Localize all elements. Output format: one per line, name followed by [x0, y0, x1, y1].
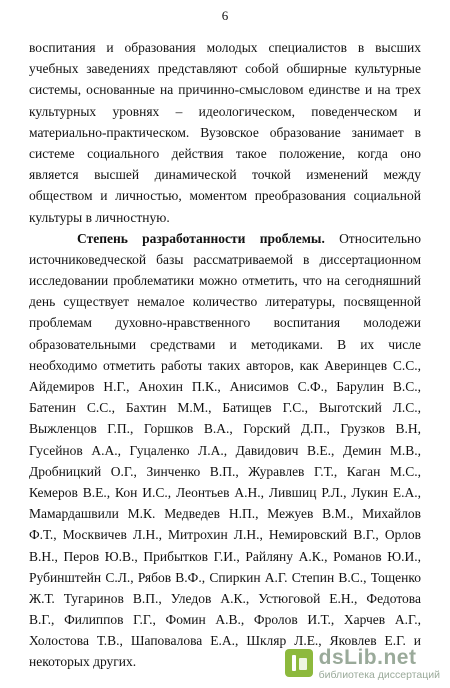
text-line: Мамардашвили М.К. Медведев Н.П., Межуев В.М., Михайлов: [29, 506, 421, 522]
text-line: Ж.Т. Тугаринов В.П., Уледов А.К., Устюговой Е.Н., Федотова: [29, 590, 421, 606]
text-line: учебных заведениях представляют собой обширные культурные: [29, 61, 421, 77]
text-line: Айдемиров Н.Г., Анохин П.К., Анисимов С.Ф., Барулин В.С.,: [29, 379, 421, 394]
watermark-subtitle: библиотека диссертаций: [318, 668, 440, 681]
text-line: Холостова Т.В., Шаповалова Е.А., Шкляр Л.Е., Яковлев Е.Г. и: [29, 633, 421, 649]
text-line: культуры в личностную.: [29, 209, 170, 225]
text-line: исследовании проблематики можно отметить, что на сегодняшний: [29, 273, 421, 289]
watermark-brand: dsLib.net: [318, 645, 417, 669]
text-line: является высшей динамической точкой изменений между: [29, 167, 421, 183]
paragraph-2-first-line: [29, 228, 421, 249]
text-line: образовательными средствами и методиками. В их числе: [29, 336, 421, 352]
document-body: [29, 37, 421, 673]
text-line: Рубинштейн С.Л., Рябов В.Ф., Спиркин А.Г. Степин В.С., Тощенко: [29, 569, 421, 585]
text-line: материально-практическом. Вузовское образование занимает в: [29, 124, 421, 140]
text-line: В.Н., Перов Ю.В., Прибытков Г.И., Райляну А.К., Романов Ю.И.,: [29, 548, 421, 564]
text-line: системе социального действия такое положение, когда оно: [29, 145, 421, 161]
text-line: системы, основанные на причинно-смысловом единстве и на трех: [29, 82, 421, 98]
text-line: Дробницкий О.Г., Зинченко В.П., Журавлев Г.Т., Каган М.С.,: [29, 463, 421, 479]
dslib-book-icon: [285, 649, 313, 677]
text-line: культурных уровнях – идеологическом, поведенческом и: [29, 103, 421, 119]
text-line: необходимо отметить работы таких авторов, как Аверинцев С.С.,: [29, 357, 421, 373]
text-line: проблемам духовно-нравственного воспитания молодежи: [29, 315, 421, 331]
text-line: источниковедческой базы рассматриваемой в диссертационном: [29, 251, 421, 267]
text-line: Кемеров В.Е., Кон И.С., Леонтьев А.Н., Лившиц Р.Л., Лукин Е.А.,: [29, 484, 421, 500]
text-line: воспитания и образования молодых специалистов в высших: [29, 40, 421, 55]
text-line: Выжленцов Г.П., Горшков В.А., Горский Д.П., Грузков В.Н,: [29, 421, 421, 437]
page-number: 6: [221, 8, 229, 23]
text-line: Гусейнов А.А., Гуцаленко Л.А., Давидович В.Е., Демин М.В.,: [29, 442, 421, 458]
text-line: Ф.Т., Москвичев Л.Н., Митрохин Л.Н., Немировский В.Г., Орлов: [29, 527, 421, 543]
paragraph-2: [29, 228, 421, 673]
heading-line-rest: Относительно: [324, 230, 421, 246]
text-line: день существует немалое количество литературы, посвященной: [29, 294, 421, 310]
text-line: В.Г., Филиппов Г.Г., Фомин А.В., Фролов И.Т., Харчев А.Г.,: [29, 612, 421, 628]
dslib-watermark: [285, 647, 440, 681]
text-line: некоторых других.: [29, 654, 137, 670]
text-line: Батенин С.С., Бахтин М.М., Батищев Г.С., Выготский Л.С.,: [29, 400, 421, 416]
paragraph-1: [29, 37, 421, 228]
section-heading: Степень разработанности проблемы.: [77, 230, 325, 246]
text-line: обществом и личностью, моментом преобразования социальной: [29, 188, 421, 204]
